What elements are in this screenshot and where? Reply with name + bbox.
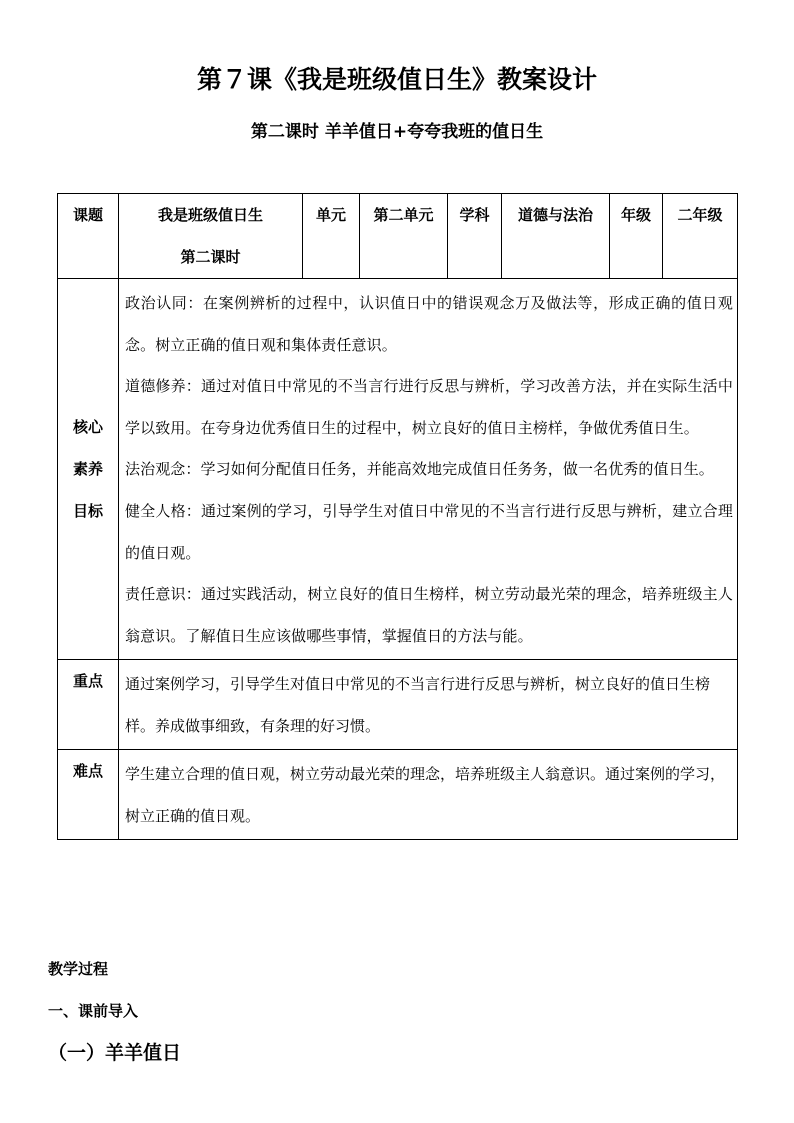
grade-value-cell: [663, 194, 738, 279]
subject-label-cell: [448, 194, 502, 279]
subject-value-cell: [502, 194, 610, 279]
difficulty-text: 学生建立合理的值日观，树立劳动最光荣的理念，培养班级主人翁意识。通过案例的学习，树立正确的值日观。: [125, 765, 726, 825]
difficulty-content: [119, 750, 738, 840]
subject-value: 道德与法治: [517, 206, 593, 224]
topic-value-cell: [119, 194, 303, 279]
key-point-text: 通过案例学习，引导学生对值日中常见的不当言行进行反思与辨析，树立良好的值日生榜样。养成做事细致，有条理的好习惯。: [125, 675, 711, 735]
teaching-process-heading: 教学过程: [48, 960, 109, 978]
key-point-label-cell: [58, 660, 119, 750]
core-goals-content: [119, 279, 738, 660]
header-row: [58, 194, 738, 279]
difficulty-label-cell: [58, 750, 119, 840]
core-goals-label-line1: 核心: [72, 418, 103, 437]
grade-value: 二年级: [677, 206, 723, 224]
core-goals-label-cell: [58, 279, 119, 660]
topic-value-line2: 第二课时: [180, 248, 241, 266]
unit-label-cell: [303, 194, 360, 279]
topic-value-line1: 我是班级值日生: [157, 206, 263, 224]
topic-label: 课题: [72, 206, 103, 224]
unit-value-cell: [360, 194, 448, 279]
key-point-content: [119, 660, 738, 750]
grade-label: 年级: [620, 206, 651, 224]
core-goals-label-line2: 素养: [72, 460, 103, 479]
document-title: 第７课《我是班级值日生》教案设计: [196, 65, 597, 94]
key-point-label: 重点: [72, 672, 103, 691]
key-point-row: [58, 660, 738, 750]
core-goals-label-line3: 目标: [72, 502, 103, 521]
goal-political-identity: 政治认同：在案例辨析的过程中，认识值日中的错误观念万及做法等，形成正确的值日观念。树立正确的值日观和集体责任意识。: [125, 294, 733, 354]
sheep-duty-heading: （一）羊羊值日: [48, 1042, 182, 1064]
pre-class-intro-heading: 一、课前导入: [48, 1002, 139, 1020]
subject-label: 学科: [459, 206, 490, 224]
unit-value: 第二单元: [373, 206, 434, 224]
difficulty-row: [58, 750, 738, 840]
lesson-plan-table: [57, 193, 738, 840]
difficulty-label: 难点: [72, 762, 103, 781]
goal-sound-personality: 健全人格：通过案例的学习，引导学生对值日中常见的不当言行进行反思与辨析，建立合理的值日观。: [125, 501, 733, 562]
topic-label-cell: [58, 194, 119, 279]
goal-responsibility: 责任意识：通过实践活动，树立良好的值日生榜样，树立劳动最光荣的理念，培养班级主人翁意识。了解值日生应该做哪些事情，掌握值日的方法与能。: [125, 585, 733, 645]
unit-label: 单元: [315, 206, 346, 224]
goal-moral-cultivation: 道德修养：通过对值日中常见的不当言行进行反思与辨析，学习改善方法，并在实际生活中学以致用。在夸身边优秀值日生的过程中，树立良好的值日主榜样，争做优秀值日生。: [125, 377, 733, 437]
core-goals-row: [58, 279, 738, 660]
goal-rule-of-law: 法治观念：学习如何分配值日任务，并能高效地完成值日任务务，做一名优秀的值日生。: [125, 460, 714, 479]
grade-label-cell: [610, 194, 663, 279]
document-subtitle: 第二课时 羊羊值日+夸夸我班的值日生: [250, 122, 544, 142]
